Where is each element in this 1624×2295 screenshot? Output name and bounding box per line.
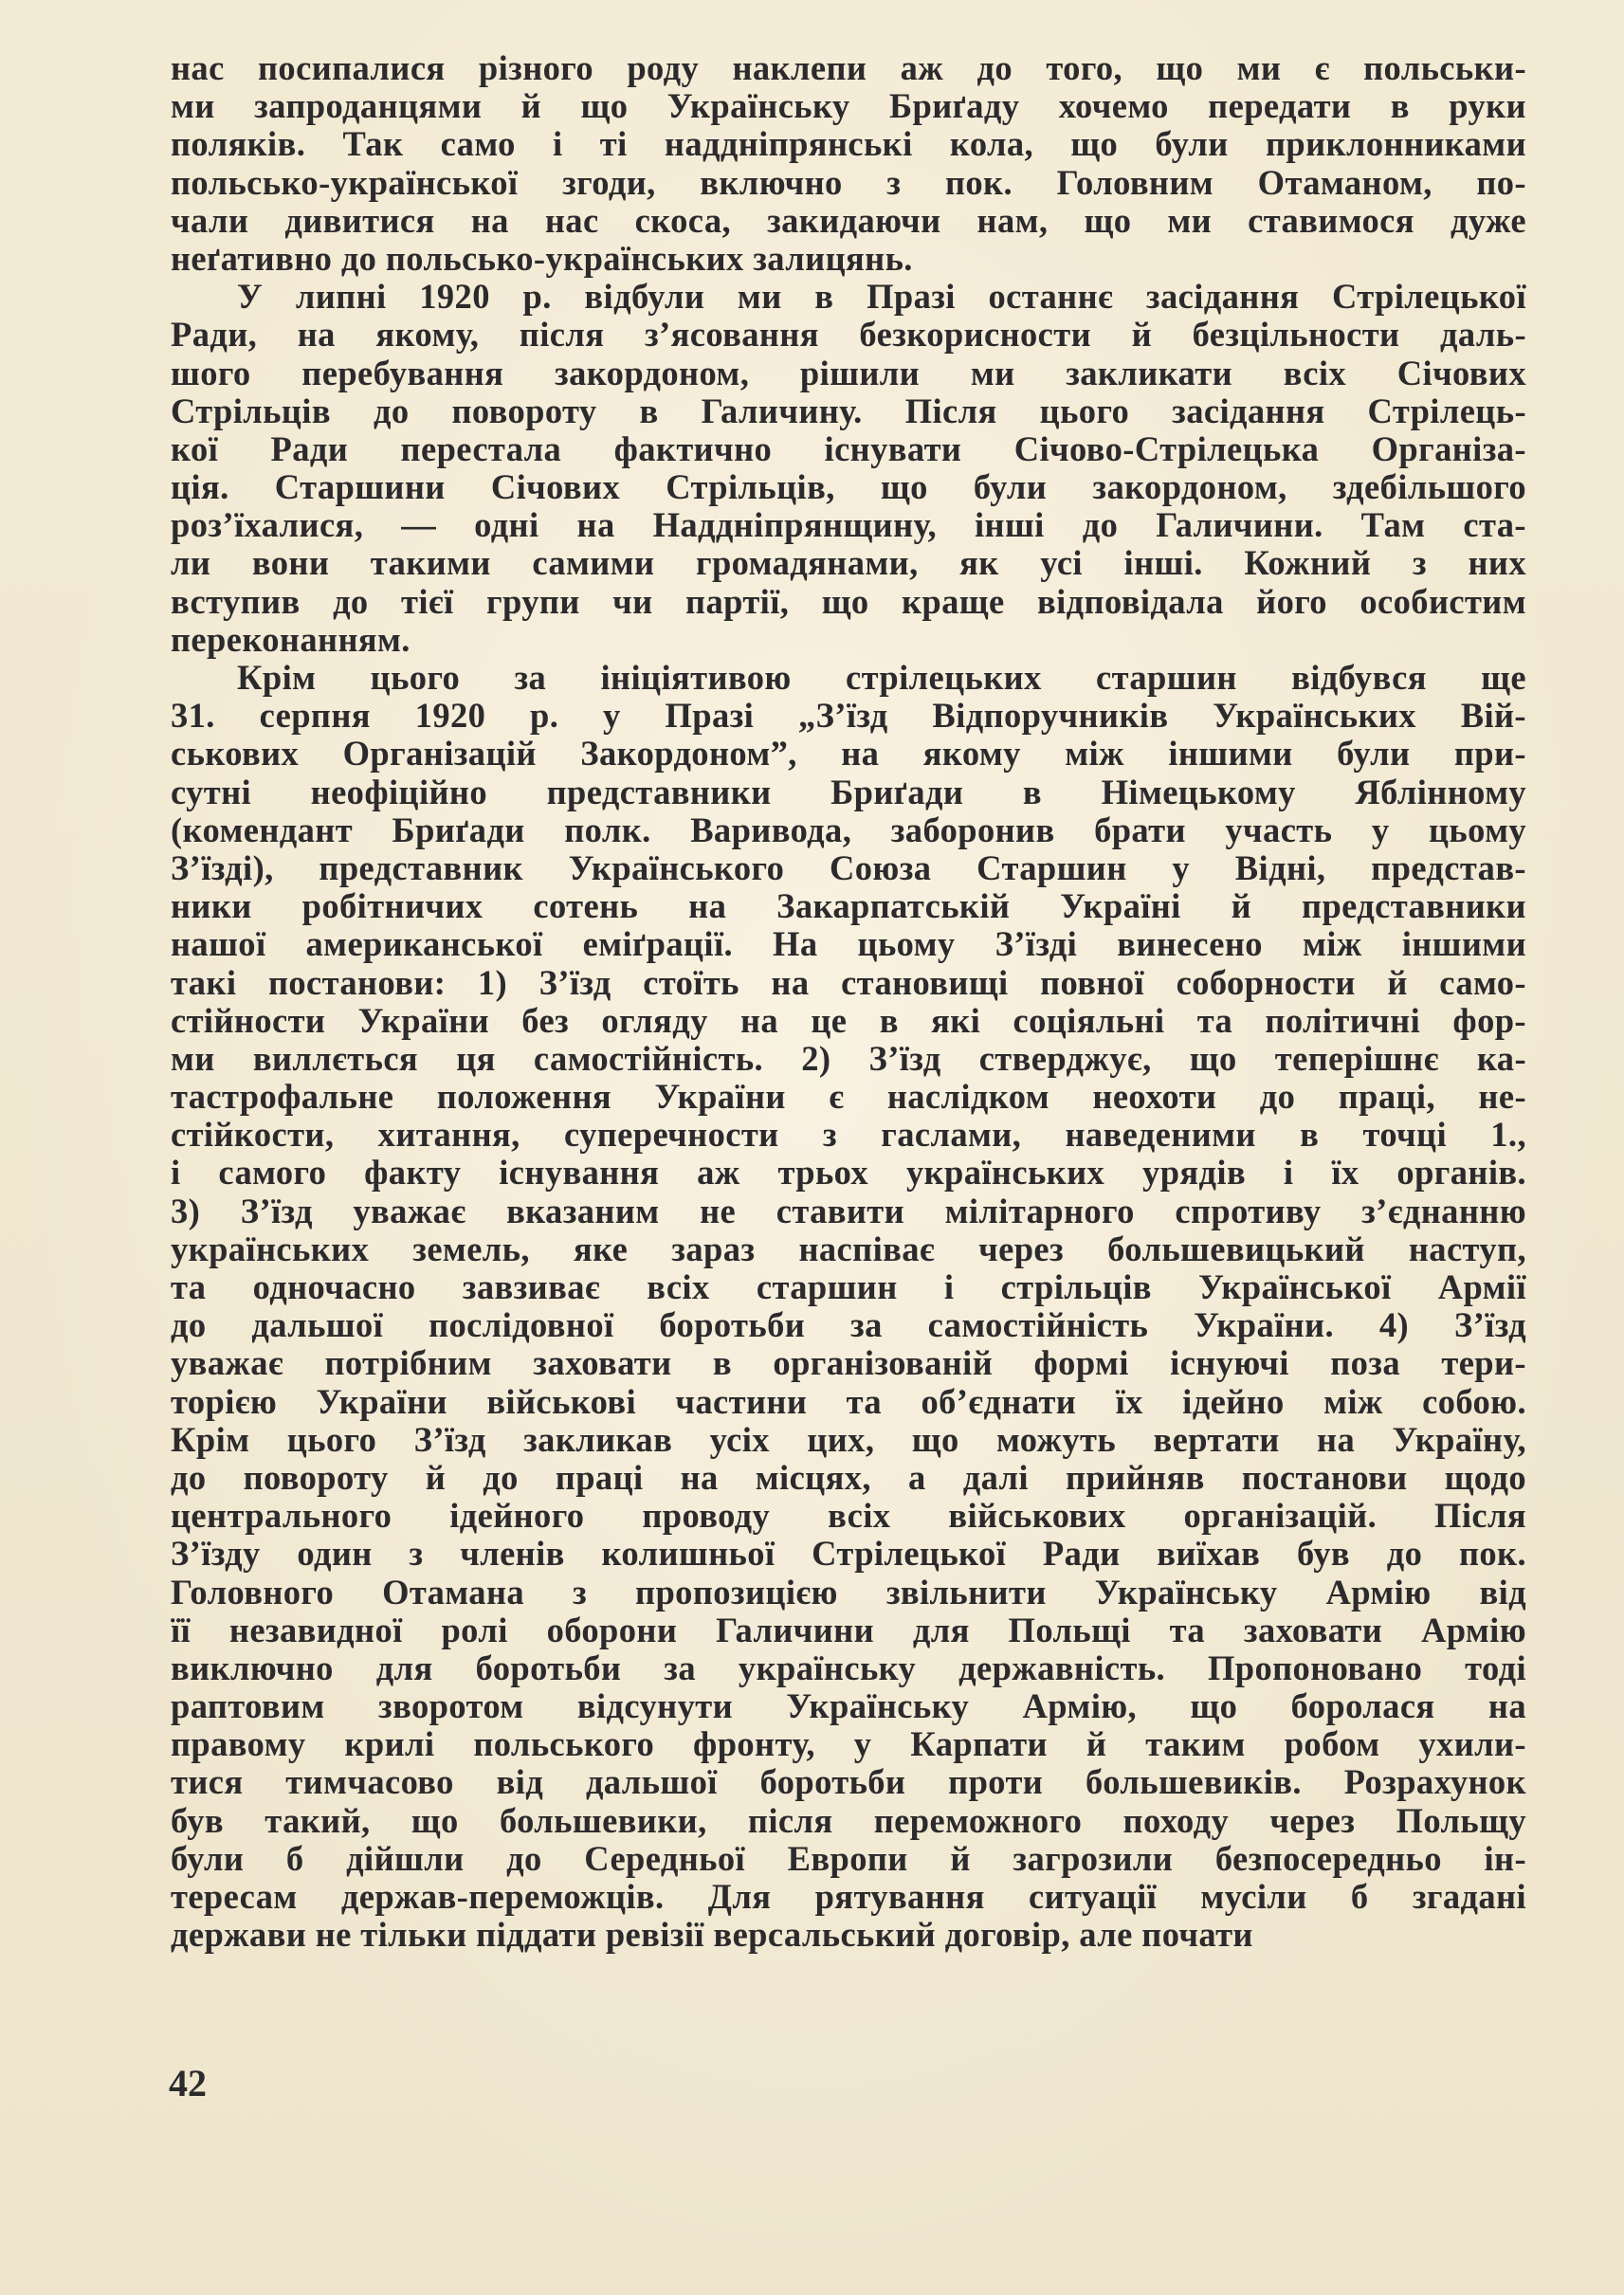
text-line: держави не тільки піддати ревізії версальський договір, але почати [171,1915,1253,1955]
text-line: Крім цього за ініціятивою стрілецьких старшин відбувся ще [237,658,1526,697]
text-line: нас посипалися різного роду наклепи аж до того, що ми є польськи- [171,48,1526,87]
paragraph [171,49,1526,278]
text-line: кої Ради перестала фактично існувати Січово-Стрілецька Організа- [171,428,1526,468]
text-line: стійности України без огляду на це в які соціяльні та політичні фор- [171,1000,1526,1040]
text-line: українських земель, яке зараз наспіває через большевицький наступ, [171,1229,1526,1268]
text-line: У липні 1920 р. відбули ми в Празі останнє засідання Стрілецької [237,277,1526,317]
text-line: правому крилі польського фронту, у Карпати й таким робом ухили- [171,1724,1526,1764]
text-line: ми запроданцями й що Українську Бриґаду хочемо передати в руки [171,86,1526,126]
text-line: тися тимчасово від дальшої боротьби проти большевиків. Розрахунок [171,1762,1526,1802]
text-line: Стрільців до повороту в Галичину. Після цього засідання Стрілець- [171,391,1526,430]
text-line: ли вони такими самими громадянами, як усі інші. Кожний з них [171,543,1526,583]
page-number: 42 [169,2062,207,2104]
text-line: чали дивитися на нас скоса, закидаючи нам, що ми ставимося дуже [171,200,1526,240]
text-line: (комендант Бриґади полк. Варивода, заборонив брати участь у цьому [171,810,1526,849]
text-line: нашої американської еміґрації. На цьому З’їзді винесено між іншими [171,924,1526,964]
paragraph [171,278,1526,659]
text-line: її незавидної ролі оборони Галичини для Польщі та заховати Армію [171,1610,1526,1649]
text-line: ція. Старшини Січових Стрільців, що були закордоном, здебільшого [171,467,1526,507]
text-line: торією України військові частини та об’єднати їх ідейно між собою. [171,1381,1526,1421]
text-line: Ради, на якому, після з’ясовання безкорисности й безцільности даль- [171,315,1526,355]
text-line: до повороту й до праці на місцях, а далі прийняв постанови щодо [171,1457,1526,1497]
text-line: був такий, що большевики, після переможного походу через Польщу [171,1800,1526,1840]
text-line: З’їзду один з членів колишньої Стрілецької Ради виїхав був до пок. [171,1534,1526,1574]
text-line: 3) З’їзд уважає вказаним не ставити мілітарного спротиву з’єднанню [171,1191,1526,1230]
text-line: ми виллється ця самостійність. 2) З’їзд стверджує, що теперішнє ка- [171,1038,1526,1078]
text-line: З’їзді), представник Українського Союза Старшин у Відні, представ- [171,847,1526,887]
text-line: шого перебування закордоном, рішили ми закликати всіх Січових [171,353,1526,392]
text-line: ськових Організацій Закордоном”, на якому між іншими були при- [171,734,1526,774]
text-line: вступив до тієї групи чи партії, що краще відповідала його особистим [171,581,1526,621]
text-line: Крім цього З’їзд закликав усіх цих, що можуть вертати на Україну, [171,1419,1526,1459]
text-line: центрального ідейного проводу всіх військових організацій. Після [171,1496,1526,1536]
text-line: уважає потрібним заховати в організованій формі існуючі поза тери- [171,1343,1526,1383]
paragraph [171,659,1526,1954]
text-line: Головного Отамана з пропозицією звільнити Українську Армію від [171,1572,1526,1612]
text-line: тастрофальне положення України є наслідком неохоти до праці, не- [171,1077,1526,1117]
body-text [171,49,1526,1954]
text-line: 31. серпня 1920 р. у Празі „З’їзд Відпоручників Українських Вій- [171,696,1526,736]
text-line: та одночасно завзиває всіх старшин і стрільців Української Армії [171,1267,1526,1306]
text-line: ники робітничих сотень на Закарпатській Україні й представники [171,886,1526,926]
text-line: раптовим зворотом відсунути Українську Армію, що боролася на [171,1686,1526,1726]
text-line: до дальшої послідовної боротьби за самостійність України. 4) З’їзд [171,1305,1526,1345]
text-line: і самого факту існування аж трьох українських урядів і їх органів. [171,1153,1526,1193]
text-line: поляків. Так само і ті наддніпрянські кола, що були приклонниками [171,124,1526,164]
text-line: неґативно до польсько-українських залицянь. [171,238,913,278]
text-line: були б дійшли до Середньої Европи й загрозили безпосередньо ін- [171,1838,1526,1878]
text-line: виключно для боротьби за українську державність. Пропоновано тоді [171,1648,1526,1687]
text-line: переконанням. [171,619,411,659]
text-line: роз’їхалися, — одні на Наддніпрянщину, інші до Галичини. Там ста- [171,505,1526,545]
text-line: такі постанови: 1) З’їзд стоїть на становищі повної соборности й само- [171,962,1526,1002]
text-line: тересам держав-переможців. Для рятування ситуації мусіли б згадані [171,1877,1526,1916]
text-line: польсько-української згоди, включно з пок. Головним Отаманом, по- [171,162,1526,202]
text-line: стійкости, хитання, суперечности з гаслами, наведеними в точці 1., [171,1115,1526,1155]
text-line: сутні неофіційно представники Бриґади в Німецькому Яблінному [171,772,1526,811]
